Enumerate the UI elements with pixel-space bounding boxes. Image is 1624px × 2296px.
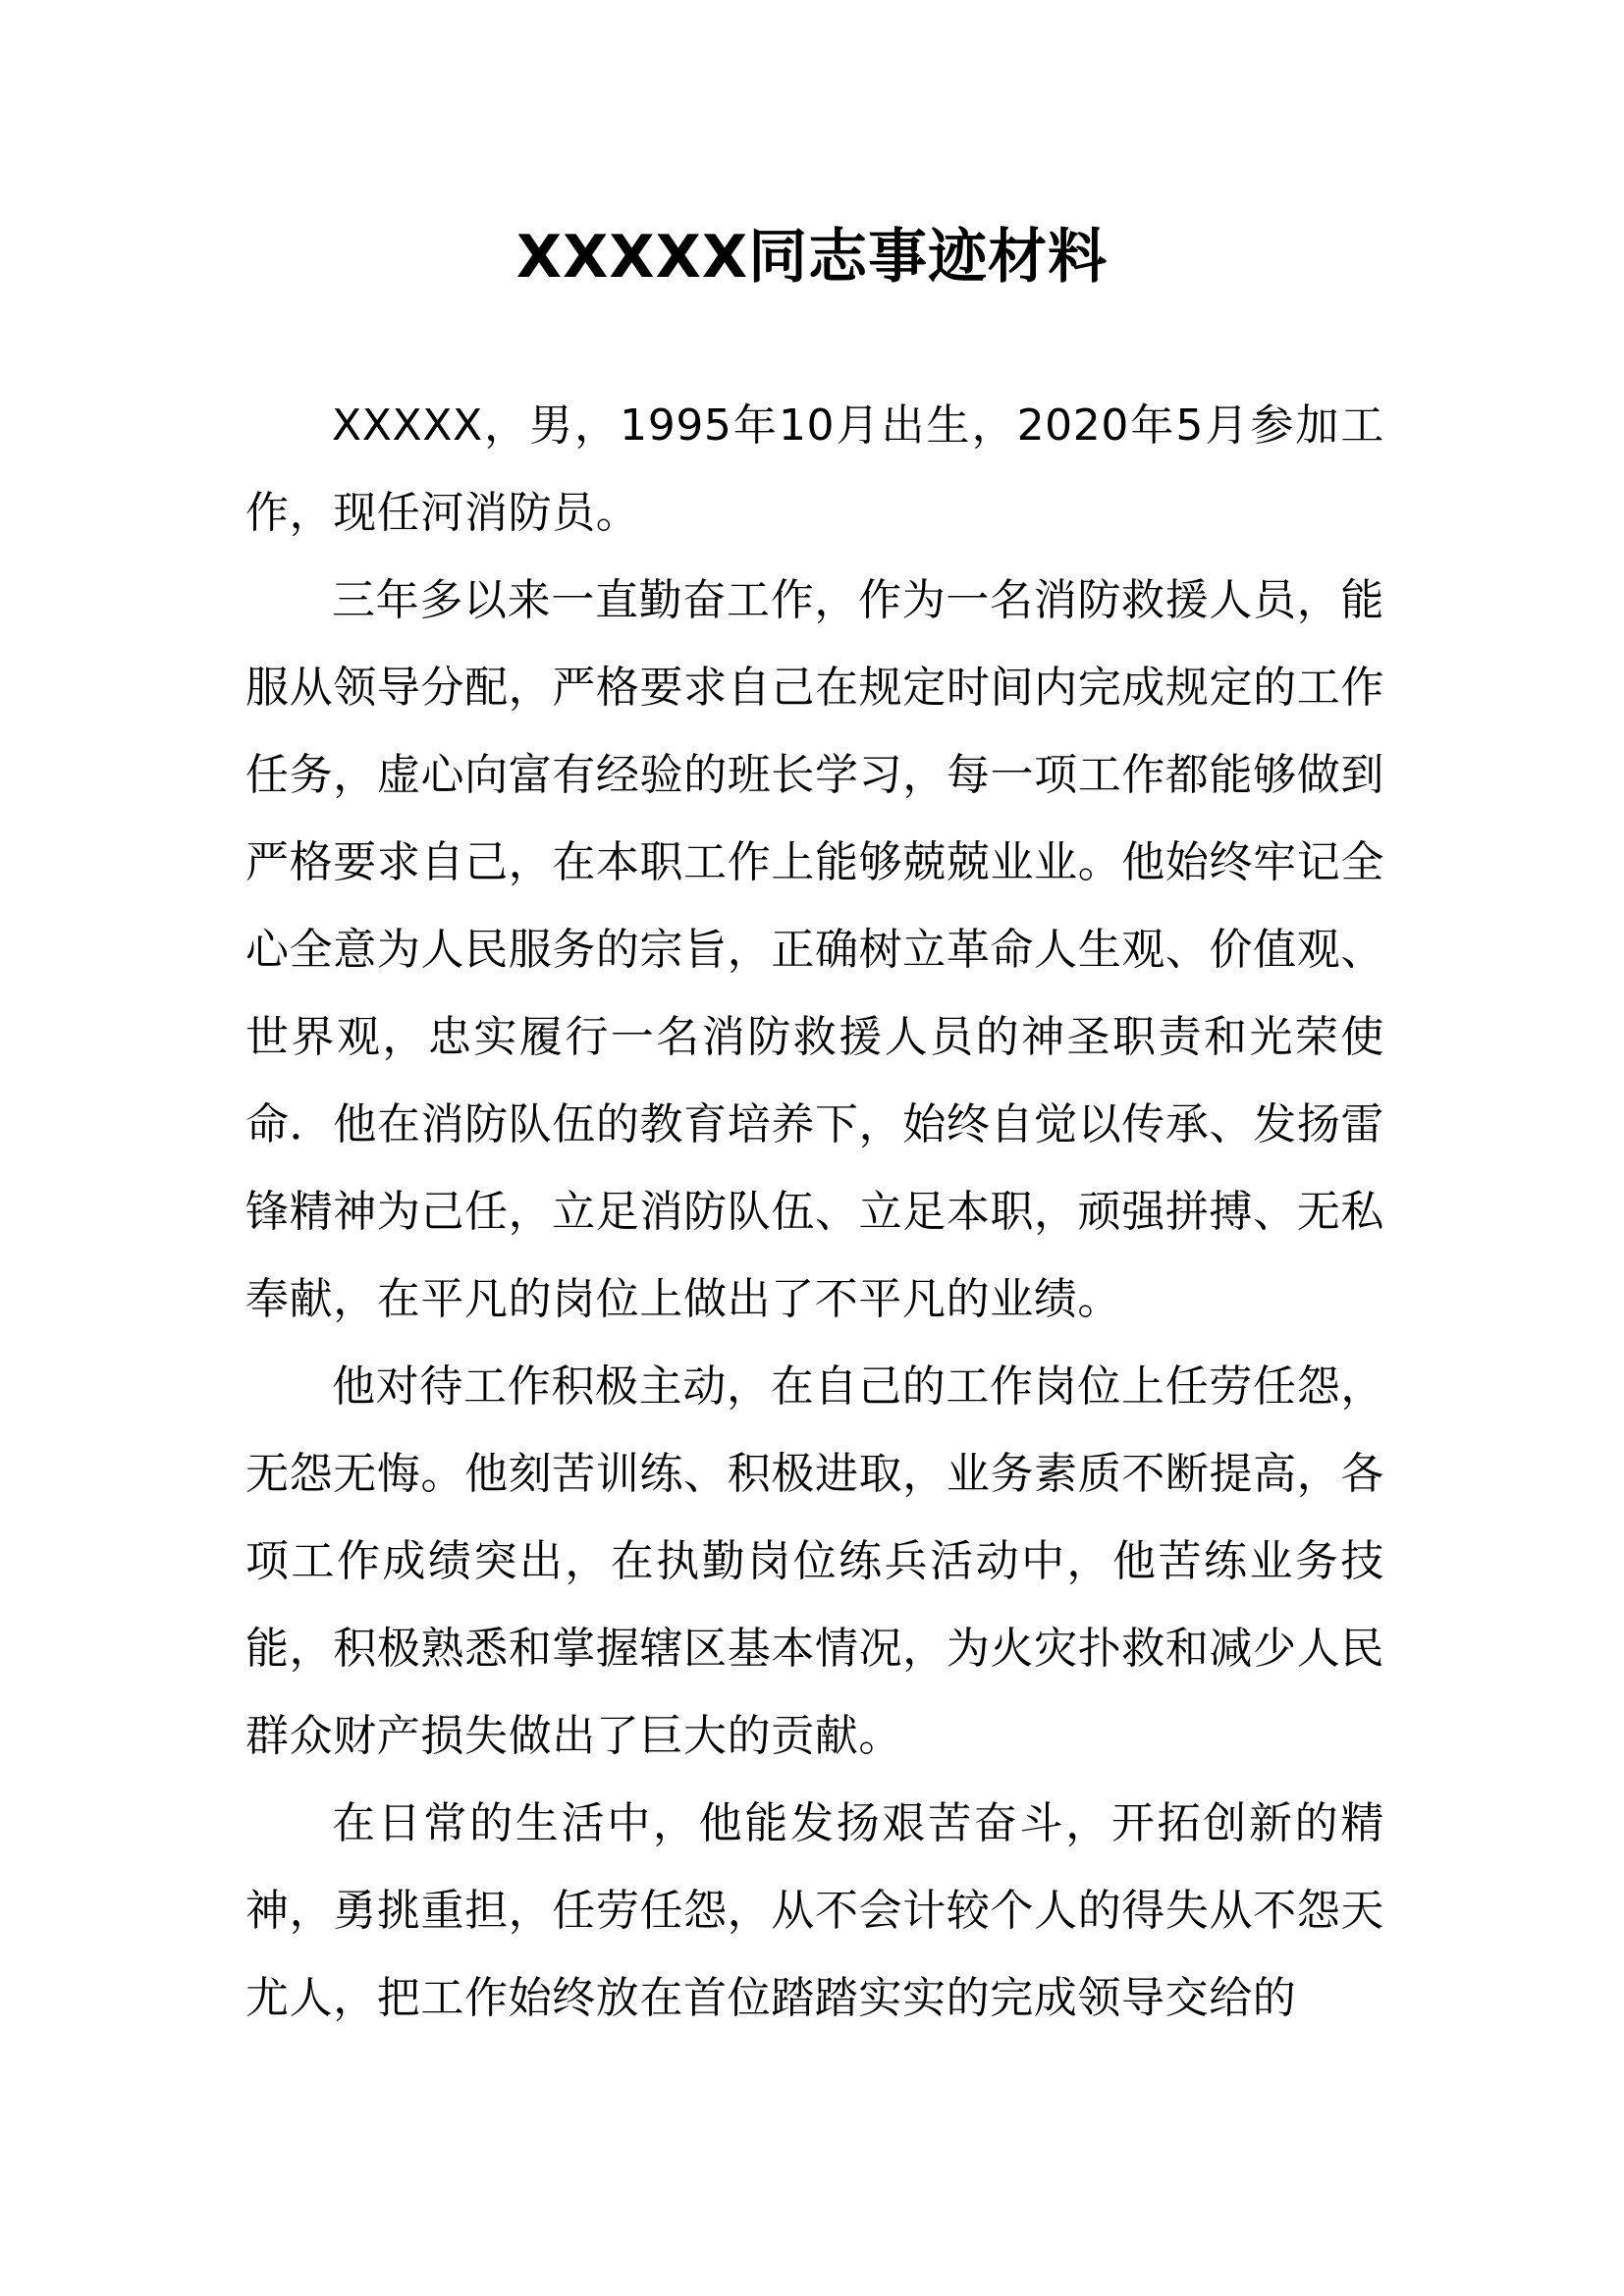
paragraph-diligence: 三年多以来一直勤奋工作，作为一名消防救援人员，能服从领导分配，严格要求自己在规定时间内完成规定的工作任务，虚心向富有经验的班长学习，每一项工作都能够做到严格要求自己，在本职工作上能够兢兢业业。他始终牢记全心全意为人民服务的宗旨，正确树立革命人生观、价值观、世界观，忠实履行一名消防救援人员的神圣职责和光荣使命．他在消防队伍的教育培养下，始终自觉以传承、发扬雷锋精神为己任，立足消防队伍、立足本职，顽强拼搏、无私奉献，在平凡的岗位上做出了不平凡的业绩。 — [245, 575, 1384, 1324]
document-body — [245, 382, 1384, 2042]
paragraph-work-attitude: 他对待工作积极主动，在自己的工作岗位上任劳任怨，无怨无悔。他刻苦训练、积极进取，业务素质不断提高，各项工作成绩突出，在执勤岗位练兵活动中，他苦练业务技能，积极熟悉和掌握辖区基本情况，为火灾扑救和减少人民群众财产损失做出了巨大的贡献。 — [245, 1362, 1384, 1761]
document-title: XXXXX同志事迹材料 — [515, 223, 1109, 292]
paragraph-daily-life: 在日常的生活中，他能发扬艰苦奋斗，开拓创新的精神，勇挑重担，任劳任怨，从不会计较个人的得失从不怨天尤人，把工作始终放在首位踏踏实实的完成领导交给的 — [245, 1798, 1384, 2023]
paragraph-profile: XXXXX，男，1995年10月出生，2020年5月参加工作，现任河消防员。 — [245, 400, 1385, 538]
